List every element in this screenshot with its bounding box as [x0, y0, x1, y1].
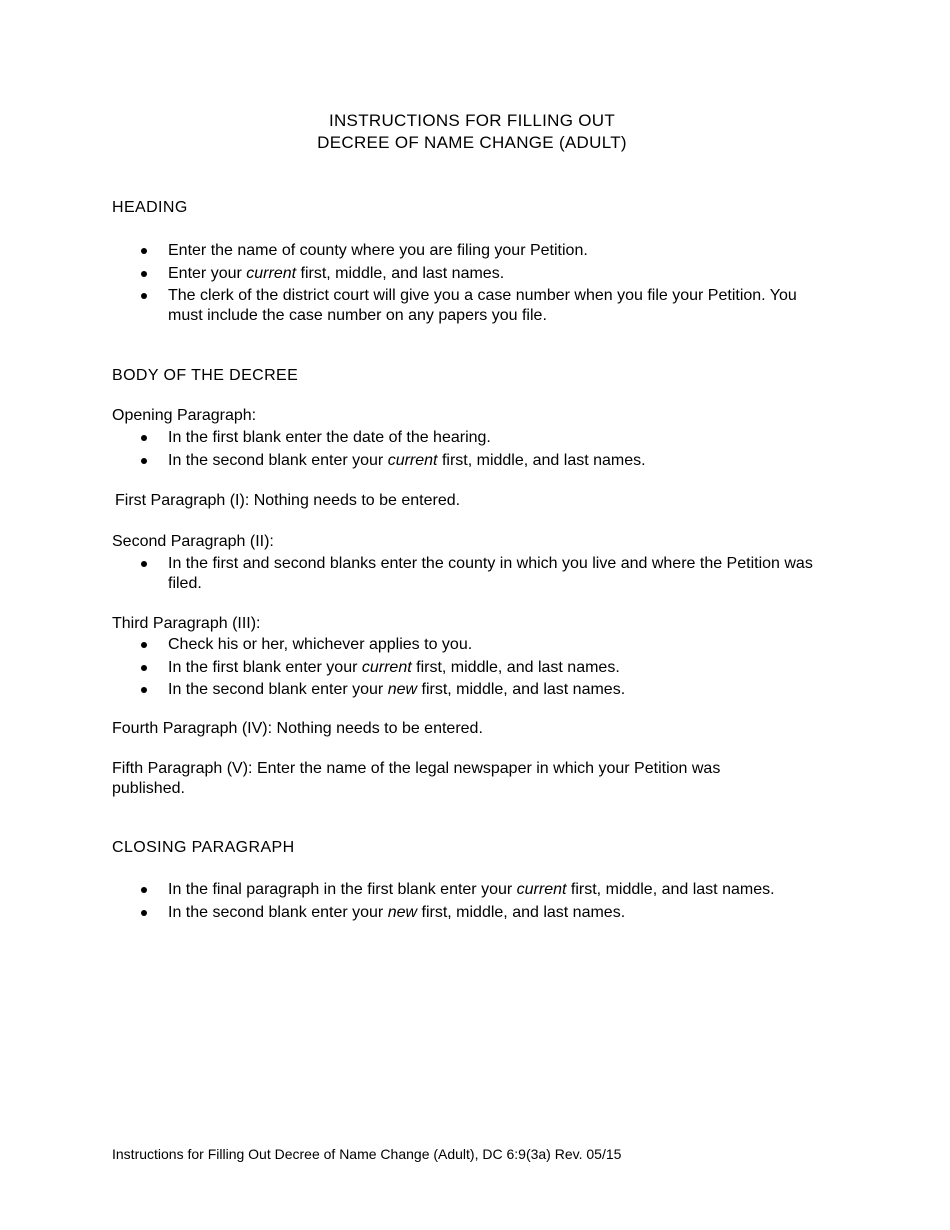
first-paragraph-label: First Paragraph (I): Nothing needs to be entered. — [115, 492, 461, 509]
page-title — [0, 110, 944, 154]
list-item: In the first and second blanks enter the county in which you live and where the Petition was filed. — [112, 554, 832, 593]
section-closing-title: CLOSING PARAGRAPH — [112, 839, 295, 856]
list-item: Check his or her, whichever applies to you. — [112, 635, 832, 655]
closing-bullet-list — [112, 880, 852, 925]
bullet-icon — [141, 293, 147, 299]
list-item: Enter the name of county where you are filing your Petition. — [112, 241, 832, 261]
fifth-paragraph-label: Fifth Paragraph (V): Enter the name of the legal newspaper in which your Petition was published. — [112, 760, 721, 797]
bullet-icon — [141, 887, 147, 893]
section-heading-title: HEADING — [112, 199, 188, 216]
title-line-2: DECREE OF NAME CHANGE (ADULT) — [317, 133, 627, 152]
list-item: Enter your current first, middle, and last names. — [112, 264, 832, 284]
bullet-icon — [141, 910, 147, 916]
list-item: In the first blank enter your current first, middle, and last names. — [112, 658, 832, 678]
bullet-icon — [141, 561, 147, 567]
list-item: In the second blank enter your new first, middle, and last names. — [112, 680, 832, 700]
bullet-icon — [141, 665, 147, 671]
third-paragraph-label: Third Paragraph (III): — [112, 615, 261, 632]
opening-paragraph-label: Opening Paragraph: — [112, 407, 257, 424]
section-body-title: BODY OF THE DECREE — [112, 367, 299, 384]
list-item: In the second blank enter your new first, middle, and last names. — [112, 903, 852, 923]
second-bullet-list — [112, 554, 832, 596]
list-item: In the first blank enter the date of the hearing. — [112, 428, 832, 448]
opening-bullet-list — [112, 428, 832, 473]
bullet-icon — [141, 458, 147, 464]
bullet-icon — [141, 435, 147, 441]
title-line-1: INSTRUCTIONS FOR FILLING OUT — [328, 111, 616, 130]
bullet-icon — [141, 642, 147, 648]
list-item: The clerk of the district court will give you a case number when you file your Petition. You must include the case number on any papers you file. — [112, 286, 832, 325]
list-item: In the second blank enter your current first, middle, and last names. — [112, 451, 832, 471]
page-footer: Instructions for Filling Out Decree of Name Change (Adult), DC 6:9(3a) Rev. 05/15 — [112, 1146, 622, 1162]
heading-bullet-list — [112, 241, 832, 328]
bullet-icon — [141, 271, 147, 277]
fourth-paragraph-label: Fourth Paragraph (IV): Nothing needs to be entered. — [112, 720, 483, 737]
bullet-icon — [141, 248, 147, 254]
bullet-icon — [141, 687, 147, 693]
list-item: In the final paragraph in the first blank enter your current first, middle, and last names. — [112, 880, 852, 900]
second-paragraph-label: Second Paragraph (II): — [112, 533, 274, 550]
third-bullet-list — [112, 635, 832, 703]
